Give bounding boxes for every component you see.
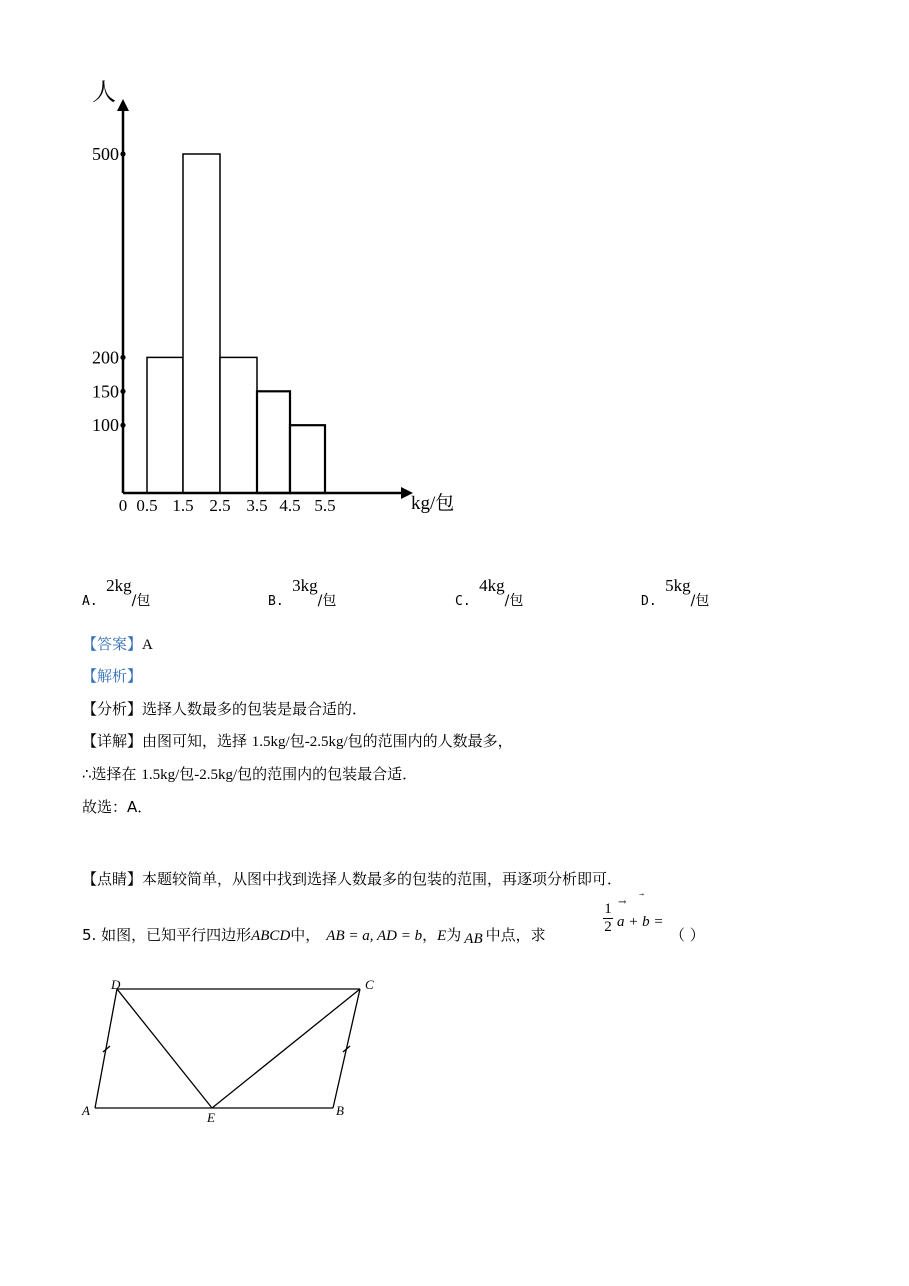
vertex-label-a: A [82, 1103, 90, 1118]
y-tick-label: 100 [92, 415, 119, 436]
origin-label: 0 [118, 496, 128, 515]
option-a[interactable] [82, 576, 151, 610]
question-number: 5. [82, 926, 102, 944]
option-value: 3kg [292, 576, 318, 595]
option-letter: A. [82, 594, 98, 609]
xiangjie-tag: 【详解】 [82, 732, 143, 750]
q5-expression: a + b = [617, 914, 664, 930]
therefore-text-3: 的范围内的包装最合适． [252, 765, 418, 783]
xiangjie-text-3: 的范围内的人数最多， [362, 732, 513, 750]
option-b[interactable] [268, 576, 337, 610]
option-unit: /包 [317, 593, 337, 609]
q5-fraction [603, 901, 613, 936]
point-label-e: E [207, 1110, 215, 1125]
question-5 [82, 925, 546, 946]
option-letter: C. [455, 594, 471, 609]
x-tick-label: 3.5 [246, 496, 268, 515]
y-axis-label: 人 [92, 80, 116, 106]
dianjing-line [82, 869, 622, 889]
x-tick-label: 5.5 [314, 496, 336, 515]
option-letter: D. [641, 594, 657, 609]
q5-abcd: ABCD [251, 928, 291, 944]
therefore-text-1: ∴选择在 [82, 765, 142, 783]
option-value: 4kg [479, 576, 505, 595]
histogram-chart [0, 0, 909, 530]
y-tick-label: 200 [92, 347, 119, 368]
fenxi-line [82, 699, 367, 719]
choose-line: 故选：A． [82, 798, 153, 816]
vertex-label-b: B [336, 1103, 344, 1118]
y-tick-dot [120, 151, 125, 156]
answer-paren: （ ） [670, 926, 705, 944]
answer-line [82, 634, 153, 655]
segment-de [117, 989, 212, 1108]
x-tick-label: 1.5 [172, 496, 194, 515]
answer-tag: 【答案】 [82, 635, 143, 653]
x-tick-label: 4.5 [279, 496, 301, 515]
x-tick-label: 0.5 [136, 496, 158, 515]
y-tick-dot [120, 355, 125, 360]
q5-e: E [437, 928, 447, 944]
therefore-range: 1.5kg/包-2.5kg/包 [141, 767, 253, 783]
xiangjie-line [82, 731, 513, 752]
q5-ab: AB [464, 931, 483, 947]
y-tick-dot [120, 389, 125, 394]
parallelogram-figure [70, 970, 390, 1130]
answer-value: A [142, 637, 153, 653]
option-letter: B. [268, 594, 284, 609]
option-c[interactable] [455, 576, 524, 610]
histogram-bar [220, 357, 257, 493]
q5-text-3: 为 [446, 926, 462, 944]
xiangjie-text-1: 由图可知，选择 [142, 732, 252, 750]
dianjing-text: 本题较简单，从图中找到选择人数最多的包装的范围，再逐项分析即可． [142, 870, 623, 888]
q5-text-2: 中， [290, 926, 321, 944]
y-tick-dot [120, 423, 125, 428]
fraction-numerator: 1 [604, 901, 612, 917]
y-tick-label: 500 [92, 144, 119, 164]
histogram-bar [257, 391, 290, 493]
histogram-bar [183, 154, 220, 493]
y-tick-label: 150 [92, 381, 119, 402]
option-value: 5kg [665, 576, 691, 595]
q5-comma: ， [422, 926, 438, 944]
vertex-label-d: D [111, 977, 121, 992]
q5-text-1: 如图，已知平行四边形 [101, 926, 252, 944]
histogram-bar [290, 425, 325, 493]
vector-arrow-icon: → [618, 897, 627, 908]
side-ad [95, 989, 117, 1108]
fenxi-text: 选择人数最多的包装是最合适的． [142, 700, 368, 718]
q5-text-4: 中点，求 [485, 926, 546, 944]
vertex-label-c: C [365, 977, 374, 992]
fraction-denominator: 2 [604, 919, 612, 935]
option-unit: /包 [690, 593, 710, 609]
x-tick-label: 2.5 [209, 496, 231, 515]
dianjing-tag: 【点睛】 [82, 870, 143, 888]
option-unit: /包 [131, 593, 151, 609]
option-d[interactable] [641, 576, 710, 610]
x-axis-label: kg/包 [411, 493, 455, 514]
analysis-tag: 【解析】 [82, 667, 143, 685]
option-value: 2kg [106, 576, 132, 595]
segment-ce [212, 989, 360, 1108]
y-axis-arrow-icon [117, 99, 129, 111]
q5-vector-def: AB = a, AD = b [326, 928, 423, 944]
xiangjie-range: 1.5kg/包-2.5kg/包 [251, 734, 363, 750]
therefore-line [82, 764, 417, 785]
histogram-bar [147, 357, 183, 493]
fenxi-tag: 【分析】 [82, 700, 143, 718]
option-unit: /包 [504, 593, 524, 609]
